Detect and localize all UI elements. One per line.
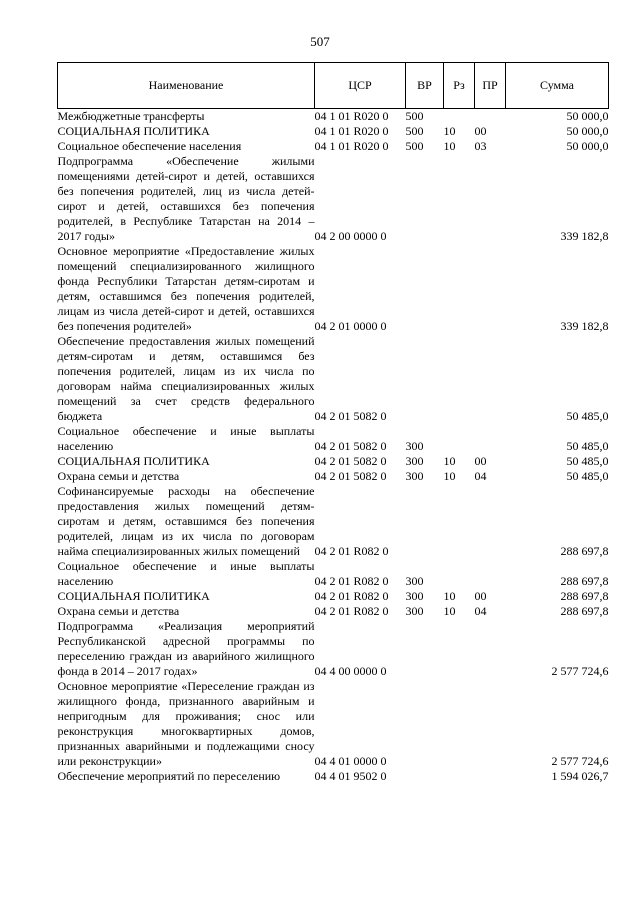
header-vr: ВР: [406, 63, 444, 109]
row-vr: 300: [405, 469, 424, 483]
row-name: Социальное обеспечение населения: [57, 139, 242, 153]
row-csr: 04 1 01 R020 0: [314, 109, 389, 123]
table-row: [58, 454, 609, 469]
row-csr: 04 2 01 R082 0: [314, 574, 389, 588]
row-csr: 04 2 01 5082 0: [314, 439, 387, 453]
table-row: [58, 484, 609, 559]
table-row: [58, 244, 609, 334]
row-sum: 1 594 026,7: [551, 769, 609, 783]
header-name: Наименование: [58, 63, 315, 109]
row-vr: [406, 334, 444, 424]
row-vr: 300: [405, 589, 424, 603]
row-pr: 04: [474, 604, 487, 618]
row-vr: 300: [405, 574, 424, 588]
row-rz: [444, 679, 475, 769]
row-pr: [475, 109, 506, 125]
row-csr: 04 4 01 9502 0: [314, 769, 387, 783]
row-rz: [444, 424, 475, 454]
row-sum: 50 000,0: [566, 124, 609, 138]
table-row: [58, 124, 609, 139]
table-row: [58, 679, 609, 769]
row-sum: 50 000,0: [566, 139, 609, 153]
row-pr: 00: [474, 124, 487, 138]
row-pr: 00: [474, 589, 487, 603]
row-pr: [475, 484, 506, 559]
row-sum: 339 182,8: [560, 319, 609, 333]
table-row: [58, 769, 609, 784]
row-sum: 50 000,0: [566, 109, 609, 123]
table-row: [58, 109, 609, 125]
table-row: [58, 139, 609, 154]
row-rz: [444, 244, 475, 334]
row-name: Охрана семьи и детства: [57, 469, 180, 483]
table-row: [58, 589, 609, 604]
row-name: Софинансируемые расходы на обеспечение предоставления жилых помещений детям-сиротам и детям, оставшимся без попечения родителей, лицам из их числа по договорам найма специализированных жилых помещений: [57, 484, 315, 558]
row-sum: 50 485,0: [566, 439, 609, 453]
row-vr: [406, 769, 444, 784]
row-vr: [406, 679, 444, 769]
page-number: 507: [310, 34, 330, 49]
row-pr: 04: [474, 469, 487, 483]
row-pr: [475, 559, 506, 589]
header-csr: ЦСР: [315, 63, 406, 109]
row-pr: [475, 154, 506, 244]
row-csr: 04 2 01 5082 0: [314, 409, 387, 423]
row-rz: 10: [443, 454, 456, 468]
row-csr: 04 2 01 R082 0: [314, 589, 389, 603]
row-rz: 10: [443, 139, 456, 153]
row-rz: 10: [443, 469, 456, 483]
row-sum: 2 577 724,6: [551, 754, 609, 768]
row-sum: 288 697,8: [560, 589, 609, 603]
row-pr: [475, 244, 506, 334]
row-sum: 339 182,8: [560, 229, 609, 243]
header-rz: Рз: [444, 63, 475, 109]
row-name: Подпрограмма «Обеспечение жилыми помещениями детей-сирот и детей, оставшихся без попечения родителей, лиц из числа детей-сирот и детей, оставшихся без попечения родителей, в Республике Татарстан на 2014 – 2017 годы»: [57, 154, 315, 243]
row-vr: 500: [405, 124, 424, 138]
row-pr: [475, 424, 506, 454]
row-csr: 04 2 01 5082 0: [314, 454, 387, 468]
row-vr: 500: [405, 109, 424, 123]
table-row: [58, 424, 609, 454]
row-pr: [475, 619, 506, 679]
row-name: Межбюджетные трансферты: [57, 109, 205, 123]
row-rz: [444, 484, 475, 559]
row-name: Социальное обеспечение и иные выплаты населению: [57, 559, 315, 588]
header-sum: Сумма: [506, 63, 609, 109]
row-rz: [444, 334, 475, 424]
row-rz: [444, 769, 475, 784]
row-pr: 03: [474, 139, 487, 153]
row-pr: 00: [474, 454, 487, 468]
row-sum: 288 697,8: [560, 604, 609, 618]
row-rz: [444, 154, 475, 244]
table-row: [58, 469, 609, 484]
table-row: [58, 334, 609, 424]
row-csr: 04 1 01 R020 0: [314, 124, 389, 138]
row-vr: 300: [405, 454, 424, 468]
row-csr: 04 4 00 0000 0: [314, 664, 387, 678]
row-rz: 10: [443, 589, 456, 603]
row-vr: 300: [405, 604, 424, 618]
table-row: [58, 604, 609, 619]
row-vr: [406, 619, 444, 679]
row-name: Обеспечение предоставления жилых помещений детям-сиротам и детям, оставшимся без попечения родителей, лицам из их числа по договорам найма специализированных жилых помещений за счет средств федерального бюджета: [57, 334, 315, 423]
row-name: Обеспечение мероприятий по переселению: [57, 769, 281, 783]
row-pr: [475, 334, 506, 424]
budget-table: [57, 62, 609, 784]
row-pr: [475, 769, 506, 784]
row-pr: [475, 679, 506, 769]
row-rz: [444, 559, 475, 589]
row-sum: 50 485,0: [566, 454, 609, 468]
table-row: [58, 154, 609, 244]
row-name: Основное мероприятие «Переселение граждан из жилищного фонда, признанного аварийным и непригодным для проживания; снос или реконструкция многоквартирных домов, признанных аварийными и подлежащими сносу или реконструкции»: [57, 679, 315, 768]
table-row: [58, 559, 609, 589]
row-sum: 50 485,0: [566, 469, 609, 483]
row-sum: 50 485,0: [566, 409, 609, 423]
row-name: СОЦИАЛЬНАЯ ПОЛИТИКА: [57, 124, 210, 138]
row-sum: 288 697,8: [560, 544, 609, 558]
row-rz: [444, 619, 475, 679]
row-vr: [406, 244, 444, 334]
row-vr: 300: [405, 439, 424, 453]
row-csr: 04 2 01 R082 0: [314, 604, 389, 618]
table-row: [58, 619, 609, 679]
row-name: СОЦИАЛЬНАЯ ПОЛИТИКА: [57, 589, 210, 603]
row-name: Охрана семьи и детства: [57, 604, 180, 618]
row-csr: 04 2 01 5082 0: [314, 469, 387, 483]
row-sum: 2 577 724,6: [551, 664, 609, 678]
row-rz: 10: [443, 604, 456, 618]
row-csr: 04 1 01 R020 0: [314, 139, 389, 153]
table-header-row: [58, 63, 609, 109]
row-csr: 04 2 00 0000 0: [314, 229, 387, 243]
row-sum: 288 697,8: [560, 574, 609, 588]
row-rz: 10: [443, 124, 456, 138]
row-csr: 04 4 01 0000 0: [314, 754, 387, 768]
row-name: СОЦИАЛЬНАЯ ПОЛИТИКА: [57, 454, 210, 468]
row-vr: [406, 484, 444, 559]
row-csr: 04 2 01 R082 0: [314, 544, 389, 558]
header-pr: ПР: [475, 63, 506, 109]
row-name: Социальное обеспечение и иные выплаты населению: [57, 424, 315, 453]
row-vr: [406, 154, 444, 244]
row-csr: 04 2 01 0000 0: [314, 319, 387, 333]
row-vr: 500: [405, 139, 424, 153]
row-rz: [444, 109, 475, 125]
row-name: Подпрограмма «Реализация мероприятий Республиканской адресной программы по переселению граждан из аварийного жилищного фонда в 2014 – 2017 годах»: [57, 619, 315, 678]
row-name: Основное мероприятие «Предоставление жилых помещений специализированного жилищного фонда Республики Татарстан детям-сиротам и детям, оставшимся без попечения родителей, лицам из числа детей-сирот и детей, оставшихся без попечения родителей»: [57, 244, 315, 333]
